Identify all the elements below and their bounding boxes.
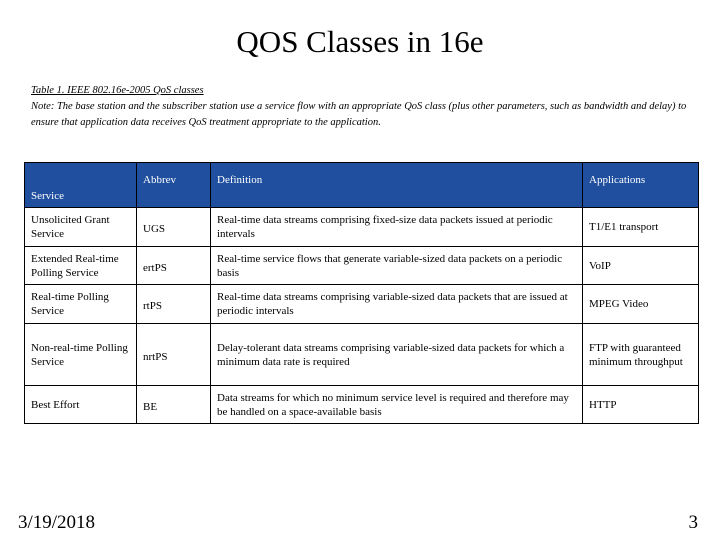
cell-abbrev: BE — [137, 386, 211, 424]
header-abbrev: Abbrev — [137, 163, 211, 208]
caption-note: Note: The base station and the subscriber station use a service flow with an appropriate QoS class (plus other parameters, such as bandwidth and delay) to ensure that application data receives QoS treatment appropriate to the application. — [31, 101, 687, 128]
caption-table-label: Table 1. IEEE 802.16e-2005 QoS classes — [31, 85, 204, 96]
table-row — [25, 247, 699, 285]
slide-page-number: 3 — [688, 512, 698, 533]
cell-applications: MPEG Video — [583, 285, 699, 324]
cell-definition: Data streams for which no minimum service level is required and therefore may be handled on a space-available basis — [211, 386, 583, 424]
cell-service: Extended Real-time Polling Service — [25, 247, 137, 285]
table-caption — [31, 83, 696, 131]
cell-applications: HTTP — [583, 386, 699, 424]
table-header-row — [25, 163, 699, 208]
table-row — [25, 285, 699, 324]
cell-service: Unsolicited Grant Service — [25, 208, 137, 247]
table-row — [25, 386, 699, 424]
cell-abbrev: nrtPS — [137, 324, 211, 386]
cell-abbrev: UGS — [137, 208, 211, 247]
cell-service: Non-real-time Polling Service — [25, 324, 137, 386]
cell-definition: Delay-tolerant data streams comprising variable-sized data packets for which a minimum data rate is required — [211, 324, 583, 386]
table-row — [25, 208, 699, 247]
slide-date: 3/19/2018 — [18, 512, 96, 533]
qos-classes-table — [24, 162, 699, 424]
slide-title: QOS Classes in 16e — [236, 24, 484, 59]
cell-definition: Real-time data streams comprising fixed-size data packets issued at periodic intervals — [211, 208, 583, 247]
header-applications: Applications — [583, 163, 699, 208]
header-service: Service — [25, 163, 137, 208]
cell-applications: FTP with guaranteed minimum throughput — [583, 324, 699, 386]
cell-abbrev: ertPS — [137, 247, 211, 285]
cell-applications: VoIP — [583, 247, 699, 285]
cell-service: Real-time Polling Service — [25, 285, 137, 324]
header-definition: Definition — [211, 163, 583, 208]
table-row — [25, 324, 699, 386]
cell-service: Best Effort — [25, 386, 137, 424]
cell-definition: Real-time service flows that generate variable-sized data packets on a periodic basis — [211, 247, 583, 285]
cell-applications: T1/E1 transport — [583, 208, 699, 247]
cell-definition: Real-time data streams comprising variable-sized data packets that are issued at periodic intervals — [211, 285, 583, 324]
cell-abbrev: rtPS — [137, 285, 211, 324]
